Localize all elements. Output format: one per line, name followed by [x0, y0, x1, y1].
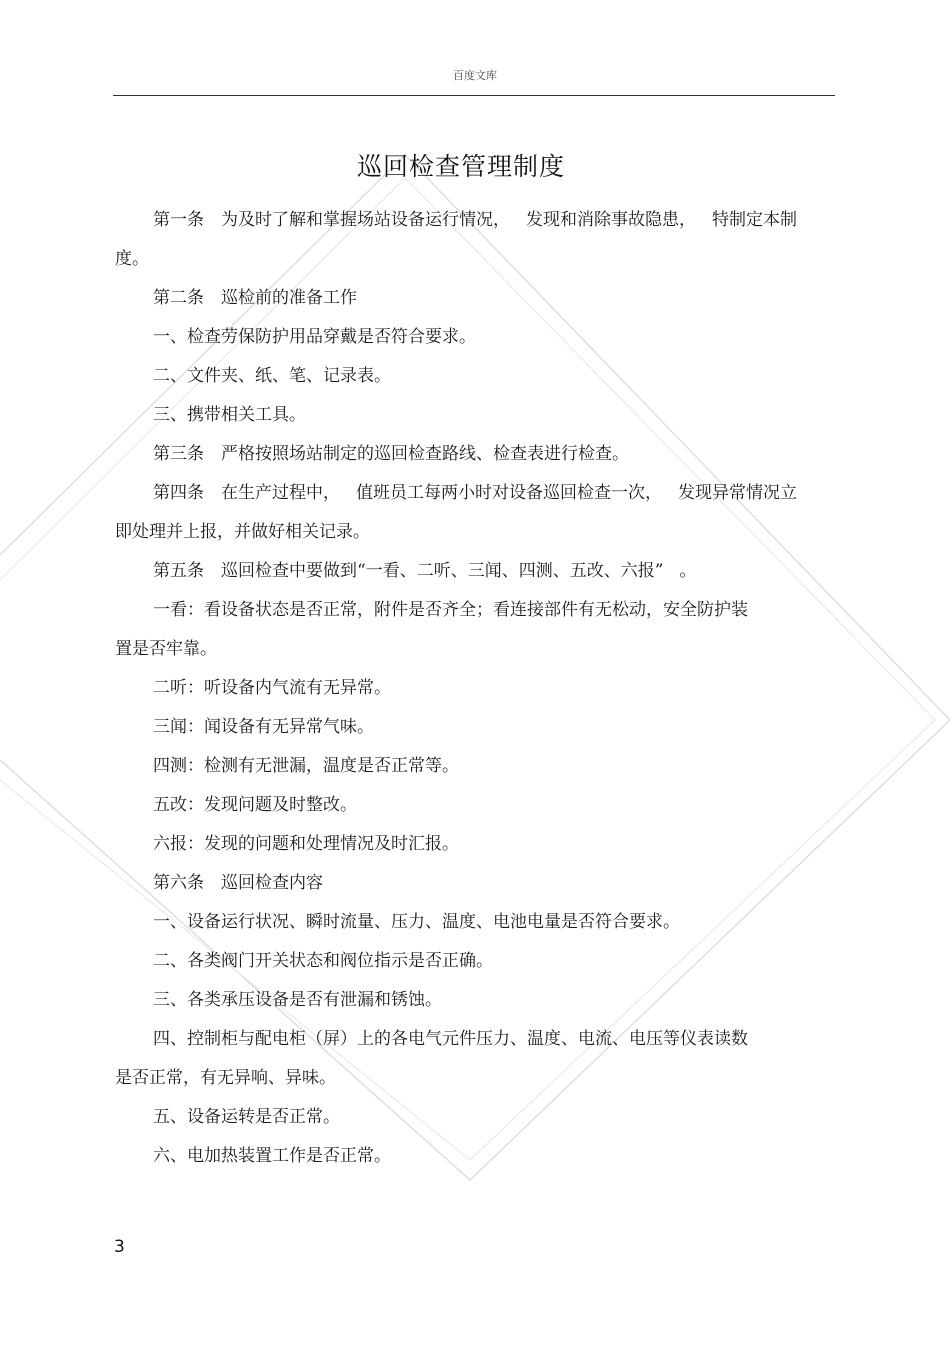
text-segment: 三闻：闻设备有无异常气味。: [153, 717, 374, 737]
text-line: [115, 789, 823, 828]
text-segment: 第五条 巡回检查中要做到“一看、二听、三闻、四测、五改、六报”: [153, 561, 664, 581]
text-line: [115, 204, 823, 243]
text-segment: 六、电加热装置工作是否正常。: [153, 1146, 391, 1166]
text-segment: 置是否牢靠。: [115, 639, 217, 659]
text-line: [115, 1140, 823, 1179]
text-segment: 度。: [115, 249, 149, 269]
text-segment: 二听：听设备内气流有无异常。: [153, 678, 391, 698]
text-line: [115, 282, 823, 321]
header-divider: [113, 95, 835, 96]
text-line: [115, 1101, 823, 1140]
text-segment: 特制定本制: [712, 210, 797, 230]
text-line: [115, 243, 823, 282]
text-segment: 三、携带相关工具。: [153, 405, 306, 425]
text-line: [115, 399, 823, 438]
text-segment: 五、设备运转是否正常。: [153, 1107, 340, 1127]
text-segment: 第六条 巡回检查内容: [153, 873, 323, 893]
text-segment: 一、设备运行状况、瞬时流量、压力、温度、电池电量是否符合要求。: [153, 912, 680, 932]
text-segment: 五改：发现问题及时整改。: [153, 795, 357, 815]
text-line: [115, 828, 823, 867]
text-line: [115, 321, 823, 360]
text-line: [115, 945, 823, 984]
text-segment: 四测：检测有无泄漏，温度是否正常等。: [153, 756, 459, 776]
text-segment: 。: [679, 561, 697, 581]
text-line: [115, 555, 823, 594]
text-segment: 值班员工每两小时对设备巡回检查一次，: [356, 483, 662, 503]
text-line: [115, 438, 823, 477]
text-segment: 发现异常情况立: [678, 483, 797, 503]
page-number: 3: [114, 1237, 125, 1257]
text-segment: 六报：发现的问题和处理情况及时汇报。: [153, 834, 459, 854]
text-segment: 二、文件夹、纸、笔、记录表。: [153, 366, 391, 386]
text-line: [115, 516, 823, 555]
text-line: [115, 1062, 823, 1101]
text-line: [115, 672, 823, 711]
text-line: [115, 711, 823, 750]
header-site-name: 百度文库: [453, 69, 497, 82]
text-line: [115, 360, 823, 399]
text-line: [115, 906, 823, 945]
text-segment: 四、控制柜与配电柜（屏）上的各电气元件压力、温度、电流、电压等仪表读数: [153, 1029, 748, 1049]
text-line: [115, 750, 823, 789]
text-line: [115, 867, 823, 906]
text-segment: 三、各类承压设备是否有泄漏和锈蚀。: [153, 990, 442, 1010]
document-body: [115, 204, 823, 1179]
document-title: 巡回检查管理制度: [356, 152, 565, 181]
text-segment: 一、检查劳保防护用品穿戴是否符合要求。: [153, 327, 476, 347]
text-segment: 第二条 巡检前的准备工作: [153, 288, 357, 308]
text-segment: 一看：看设备状态是否正常，附件是否齐全；看连接部件有无松动，安全防护装: [153, 600, 748, 620]
text-segment: 第三条 严格按照场站制定的巡回检查路线、检查表进行检查。: [153, 444, 629, 464]
text-segment: 是否正常，有无异响、异味。: [115, 1068, 336, 1088]
text-segment: 二、各类阀门开关状态和阀位指示是否正确。: [153, 951, 493, 971]
text-line: [115, 633, 823, 672]
text-line: [115, 477, 823, 516]
text-line: [115, 984, 823, 1023]
text-line: [115, 1023, 823, 1062]
text-segment: 即处理并上报，并做好相关记录。: [115, 522, 370, 542]
text-line: [115, 594, 823, 633]
text-segment: 第一条 为及时了解和掌握场站设备运行情况，: [153, 210, 510, 230]
text-segment: 发现和消除事故隐患，: [526, 210, 696, 230]
text-segment: 第四条 在生产过程中，: [153, 483, 340, 503]
